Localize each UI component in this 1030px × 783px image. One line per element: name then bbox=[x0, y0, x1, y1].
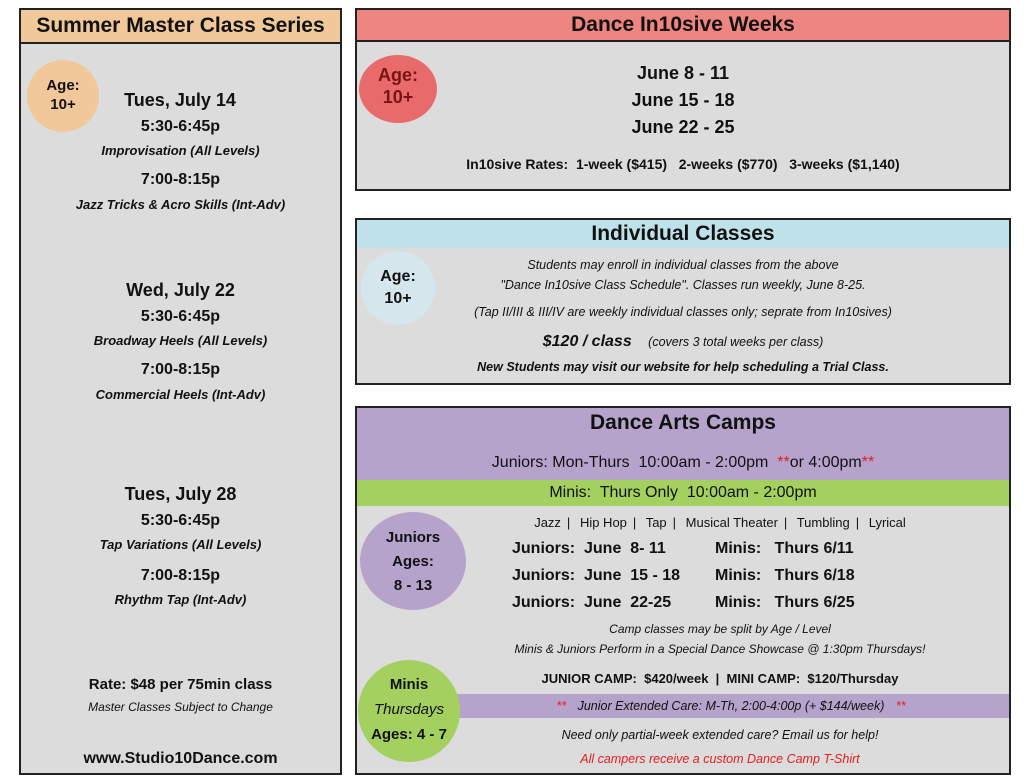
style-separator: | bbox=[566, 515, 571, 530]
individual-price-note: (covers 3 total weeks per class) bbox=[648, 335, 824, 349]
individual-classes-header bbox=[357, 220, 1009, 248]
camp-style: Tap bbox=[645, 515, 667, 530]
session-time: 5:30-6:45p bbox=[140, 512, 221, 529]
session-date: Tues, July 28 bbox=[124, 484, 237, 504]
individual-price: $120 / class bbox=[542, 333, 632, 350]
session-class: Commercial Heels (Int-Adv) bbox=[95, 387, 266, 402]
minis-badge-ages: Ages: 4 - 7 bbox=[371, 726, 447, 743]
juniors-time-row bbox=[357, 454, 1009, 472]
asterisks: ** bbox=[556, 699, 567, 713]
session-date: Tues, July 14 bbox=[124, 90, 236, 110]
tshirt-note: All campers receive a custom Dance Camp T-Shirt bbox=[580, 752, 860, 766]
summer-master-class-panel bbox=[19, 8, 342, 775]
minis-time-bar bbox=[357, 480, 1009, 506]
intensive-week: June 15 - 18 bbox=[631, 90, 735, 110]
session-class: Tap Variations (All Levels) bbox=[99, 537, 262, 552]
session-time: 5:30-6:45p bbox=[140, 308, 221, 325]
junior-schedule: Juniors: June 8- 11 bbox=[512, 540, 666, 557]
extended-care-text: Junior Extended Care: M-Th, 2:00-4:00p (+ $144/week) bbox=[577, 699, 885, 713]
session-date: Wed, July 22 bbox=[126, 280, 235, 300]
style-separator: | bbox=[672, 515, 677, 530]
juniors-badge-label: Juniors bbox=[385, 529, 441, 546]
camps-header bbox=[357, 408, 1009, 480]
junior-schedule: Juniors: June 15 - 18 bbox=[512, 567, 681, 584]
intensive-weeks-panel bbox=[355, 8, 1011, 191]
camp-style: Hip Hop bbox=[579, 515, 627, 530]
age-badge-value: 10+ bbox=[50, 96, 76, 113]
session-time: 7:00-8:15p bbox=[140, 567, 221, 584]
age-badge-label: Age: bbox=[46, 77, 80, 94]
style-separator: | bbox=[632, 515, 637, 530]
camp-style: Musical Theater bbox=[685, 515, 778, 530]
juniors-time-alt: or 4:00pm bbox=[789, 454, 862, 471]
mini-schedule: Minis: Thurs 6/18 bbox=[715, 567, 855, 584]
juniors-time: Juniors: Mon-Thurs 10:00am - 2:00pm bbox=[491, 454, 778, 471]
asterisks: ** bbox=[861, 454, 875, 471]
individual-classes-title: Individual Classes bbox=[591, 222, 775, 245]
mini-schedule: Minis: Thurs 6/11 bbox=[715, 540, 854, 557]
asterisks: ** bbox=[777, 454, 790, 471]
summer-master-class-header bbox=[21, 10, 340, 44]
subject-to-change-note: Master Classes Subject to Change bbox=[88, 700, 273, 714]
camps-title: Dance Arts Camps bbox=[590, 411, 776, 434]
partial-week-note: Need only partial-week extended care? Email us for help! bbox=[561, 728, 879, 742]
camp-styles bbox=[431, 515, 1009, 530]
style-separator: | bbox=[783, 515, 788, 530]
individual-info-line: (Tap II/III & III/IV are weekly individual classes only; seprate from In10sives) bbox=[474, 305, 892, 319]
summer-master-class-title: Summer Master Class Series bbox=[36, 14, 325, 37]
age-badge-label: Age: bbox=[378, 65, 418, 85]
individual-info-line: Students may enroll in individual classes from the above bbox=[527, 258, 839, 272]
mini-schedule: Minis: Thurs 6/25 bbox=[715, 594, 855, 611]
session-time: 7:00-8:15p bbox=[140, 171, 221, 188]
new-students-note: New Students may visit our website for help scheduling a Trial Class. bbox=[477, 360, 889, 374]
asterisks: ** bbox=[895, 699, 906, 713]
camp-style: Jazz bbox=[534, 515, 561, 530]
intensive-weeks-title: Dance In10sive Weeks bbox=[571, 13, 795, 36]
minis-badge-day: Thursdays bbox=[373, 701, 445, 718]
intensive-week: June 8 - 11 bbox=[636, 63, 730, 83]
showcase-note: Minis & Juniors Perform in a Special Dance Showcase @ 1:30pm Thursdays! bbox=[514, 642, 926, 656]
dance-arts-camps-panel bbox=[355, 406, 1011, 775]
website-link[interactable]: www.Studio10Dance.com bbox=[83, 750, 278, 767]
age-badge-value: 10+ bbox=[384, 290, 412, 307]
individual-info-line: "Dance In10sive Class Schedule". Classes run weekly, June 8-25. bbox=[500, 278, 866, 292]
intensive-rates: In10sive Rates: 1-week ($415) 2-weeks ($770) 3-weeks ($1,140) bbox=[466, 156, 900, 172]
camp-style: Lyrical bbox=[868, 515, 906, 530]
minis-time: Minis: Thurs Only 10:00am - 2:00pm bbox=[549, 484, 817, 501]
age-badge-value: 10+ bbox=[382, 87, 414, 107]
style-separator: | bbox=[855, 515, 860, 530]
session-class: Jazz Tricks & Acro Skills (Int-Adv) bbox=[75, 197, 286, 212]
split-note: Camp classes may be split by Age / Level bbox=[609, 622, 831, 636]
juniors-badge-range: 8 - 13 bbox=[393, 577, 433, 594]
session-class: Broadway Heels (All Levels) bbox=[93, 333, 268, 348]
camp-prices: JUNIOR CAMP: $420/week | MINI CAMP: $120/Thursday bbox=[541, 671, 899, 686]
session-class: Improvisation (All Levels) bbox=[101, 143, 260, 158]
age-badge-label: Age: bbox=[380, 268, 416, 285]
minis-age-badge bbox=[358, 660, 460, 762]
minis-badge-label: Minis bbox=[389, 676, 429, 693]
juniors-badge-ages: Ages: bbox=[392, 553, 434, 570]
individual-classes-panel bbox=[355, 218, 1011, 385]
junior-schedule: Juniors: June 22-25 bbox=[512, 594, 672, 611]
rate-text: Rate: $48 per 75min class bbox=[88, 676, 273, 693]
session-time: 7:00-8:15p bbox=[140, 361, 221, 378]
intensive-week: June 22 - 25 bbox=[631, 117, 735, 137]
extended-care-bar bbox=[453, 694, 1009, 718]
intensive-weeks-header bbox=[357, 10, 1009, 42]
individual-price-row bbox=[357, 333, 1009, 351]
camp-style: Tumbling bbox=[796, 515, 850, 530]
session-class: Rhythm Tap (Int-Adv) bbox=[114, 592, 247, 607]
session-time: 5:30-6:45p bbox=[140, 118, 221, 135]
